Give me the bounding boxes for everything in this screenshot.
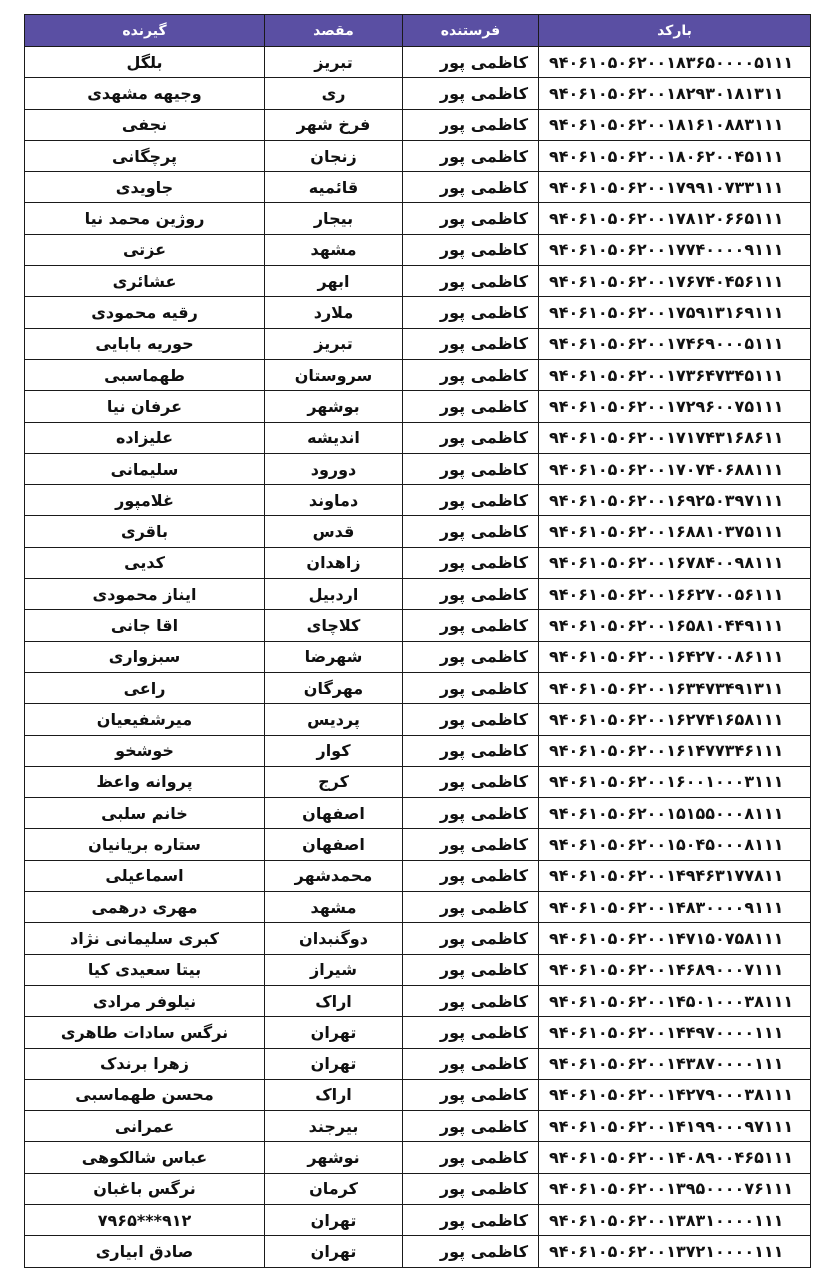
- barcode-cell: ۹۴۰۶۱۰۵۰۶۲۰۰۱۷۸۱۲۰۶۶۵۱۱۱: [539, 203, 811, 234]
- destination-cell: تهران: [265, 1048, 403, 1079]
- recipient-cell: راعی: [25, 672, 265, 703]
- sender-cell: کاظمی پور: [403, 516, 539, 547]
- recipient-cell: کدیی: [25, 547, 265, 578]
- table-row: [25, 829, 811, 860]
- table-row: [25, 1236, 811, 1267]
- barcode-cell: ۹۴۰۶۱۰۵۰۶۲۰۰۱۴۸۳۰۰۰۰۹۱۱۱: [539, 892, 811, 923]
- barcode-cell: ۹۴۰۶۱۰۵۰۶۲۰۰۱۴۹۴۶۳۱۷۷۸۱۱: [539, 860, 811, 891]
- sender-cell: کاظمی پور: [403, 735, 539, 766]
- recipient-cell: بلگل: [25, 47, 265, 78]
- destination-cell: بیجار: [265, 203, 403, 234]
- sender-cell: کاظمی پور: [403, 266, 539, 297]
- destination-cell: اصفهان: [265, 798, 403, 829]
- table-row: [25, 1142, 811, 1173]
- sender-cell: کاظمی پور: [403, 140, 539, 171]
- barcode-cell: ۹۴۰۶۱۰۵۰۶۲۰۰۱۴۲۷۹۰۰۰۳۸۱۱۱: [539, 1079, 811, 1110]
- destination-cell: زنجان: [265, 140, 403, 171]
- table-row: [25, 860, 811, 891]
- recipient-cell: روژین محمد نیا: [25, 203, 265, 234]
- recipient-cell: رقیه محمودی: [25, 297, 265, 328]
- table-row: [25, 453, 811, 484]
- table-row: [25, 1079, 811, 1110]
- recipient-cell: سلیمانی: [25, 453, 265, 484]
- sender-cell: کاظمی پور: [403, 579, 539, 610]
- recipient-cell: محسن طهماسبی: [25, 1079, 265, 1110]
- recipient-cell: غلامپور: [25, 485, 265, 516]
- destination-cell: مهرگان: [265, 672, 403, 703]
- table-row: [25, 923, 811, 954]
- barcode-cell: ۹۴۰۶۱۰۵۰۶۲۰۰۱۷۵۹۱۳۱۶۹۱۱۱: [539, 297, 811, 328]
- barcode-cell: ۹۴۰۶۱۰۵۰۶۲۰۰۱۷۷۴۰۰۰۰۹۱۱۱: [539, 234, 811, 265]
- barcode-cell: ۹۴۰۶۱۰۵۰۶۲۰۰۱۴۵۰۱۰۰۰۳۸۱۱۱: [539, 985, 811, 1016]
- table-row: [25, 954, 811, 985]
- barcode-cell: ۹۴۰۶۱۰۵۰۶۲۰۰۱۴۷۱۵۰۷۵۸۱۱۱: [539, 923, 811, 954]
- destination-cell: اراک: [265, 985, 403, 1016]
- sender-cell: کاظمی پور: [403, 78, 539, 109]
- barcode-cell: ۹۴۰۶۱۰۵۰۶۲۰۰۱۴۱۹۹۰۰۰۹۷۱۱۱: [539, 1111, 811, 1142]
- table-row: [25, 579, 811, 610]
- sender-cell: کاظمی پور: [403, 641, 539, 672]
- barcode-cell: ۹۴۰۶۱۰۵۰۶۲۰۰۱۳۸۳۱۰۰۰۰۱۱۱: [539, 1204, 811, 1235]
- table-row: [25, 109, 811, 140]
- header-row: [25, 15, 811, 47]
- destination-cell: مشهد: [265, 234, 403, 265]
- destination-cell: قدس: [265, 516, 403, 547]
- barcode-cell: ۹۴۰۶۱۰۵۰۶۲۰۰۱۴۰۸۹۰۰۴۶۵۱۱۱: [539, 1142, 811, 1173]
- table-row: [25, 391, 811, 422]
- recipient-cell: پرچگانی: [25, 140, 265, 171]
- barcode-cell: ۹۴۰۶۱۰۵۰۶۲۰۰۱۶۴۲۷۰۰۸۶۱۱۱: [539, 641, 811, 672]
- barcode-cell: ۹۴۰۶۱۰۵۰۶۲۰۰۱۸۰۶۲۰۰۴۵۱۱۱: [539, 140, 811, 171]
- table-row: [25, 485, 811, 516]
- recipient-cell: پروانه واعظ: [25, 766, 265, 797]
- sender-cell: کاظمی پور: [403, 610, 539, 641]
- recipient-cell: ۹۱۲***۷۹۶۵: [25, 1204, 265, 1235]
- sender-cell: کاظمی پور: [403, 985, 539, 1016]
- header-barcode: بارکد: [539, 15, 811, 47]
- sender-cell: کاظمی پور: [403, 829, 539, 860]
- sender-cell: کاظمی پور: [403, 328, 539, 359]
- barcode-cell: ۹۴۰۶۱۰۵۰۶۲۰۰۱۷۰۷۴۰۶۸۸۱۱۱: [539, 453, 811, 484]
- table-row: [25, 78, 811, 109]
- table-row: [25, 1204, 811, 1235]
- destination-cell: بوشهر: [265, 391, 403, 422]
- destination-cell: فرخ شهر: [265, 109, 403, 140]
- barcode-cell: ۹۴۰۶۱۰۵۰۶۲۰۰۱۴۳۸۷۰۰۰۰۱۱۱: [539, 1048, 811, 1079]
- destination-cell: دوگنبدان: [265, 923, 403, 954]
- recipient-cell: نیلوفر مرادی: [25, 985, 265, 1016]
- barcode-cell: ۹۴۰۶۱۰۵۰۶۲۰۰۱۷۴۶۹۰۰۰۵۱۱۱: [539, 328, 811, 359]
- table-row: [25, 735, 811, 766]
- barcode-cell: ۹۴۰۶۱۰۵۰۶۲۰۰۱۶۰۰۱۰۰۰۳۱۱۱: [539, 766, 811, 797]
- destination-cell: اصفهان: [265, 829, 403, 860]
- sender-cell: کاظمی پور: [403, 547, 539, 578]
- table-row: [25, 892, 811, 923]
- recipient-cell: میرشفیعیان: [25, 704, 265, 735]
- sender-cell: کاظمی پور: [403, 954, 539, 985]
- recipient-cell: زهرا برندک: [25, 1048, 265, 1079]
- sender-cell: کاظمی پور: [403, 109, 539, 140]
- table-row: [25, 297, 811, 328]
- barcode-cell: ۹۴۰۶۱۰۵۰۶۲۰۰۱۵۱۵۵۰۰۰۸۱۱۱: [539, 798, 811, 829]
- recipient-cell: حوریه بابایی: [25, 328, 265, 359]
- recipient-cell: صادق ابیاری: [25, 1236, 265, 1267]
- sender-cell: کاظمی پور: [403, 422, 539, 453]
- destination-cell: کوار: [265, 735, 403, 766]
- barcode-cell: ۹۴۰۶۱۰۵۰۶۲۰۰۱۷۱۷۴۳۱۶۸۶۱۱: [539, 422, 811, 453]
- recipient-cell: مهری درهمی: [25, 892, 265, 923]
- recipient-cell: علیزاده: [25, 422, 265, 453]
- table-row: [25, 1173, 811, 1204]
- sender-cell: کاظمی پور: [403, 672, 539, 703]
- destination-cell: پردیس: [265, 704, 403, 735]
- barcode-cell: ۹۴۰۶۱۰۵۰۶۲۰۰۱۶۵۸۱۰۴۴۹۱۱۱: [539, 610, 811, 641]
- recipient-cell: عرفان نیا: [25, 391, 265, 422]
- destination-cell: تهران: [265, 1204, 403, 1235]
- recipient-cell: ایناز محمودی: [25, 579, 265, 610]
- destination-cell: کلاچای: [265, 610, 403, 641]
- barcode-cell: ۹۴۰۶۱۰۵۰۶۲۰۰۱۳۹۵۰۰۰۰۷۶۱۱۱: [539, 1173, 811, 1204]
- table-row: [25, 328, 811, 359]
- destination-cell: اراک: [265, 1079, 403, 1110]
- barcode-cell: ۹۴۰۶۱۰۵۰۶۲۰۰۱۷۹۹۱۰۷۳۳۱۱۱: [539, 172, 811, 203]
- table-row: [25, 422, 811, 453]
- recipient-cell: اسماعیلی: [25, 860, 265, 891]
- recipient-cell: نرگس سادات طاهری: [25, 1017, 265, 1048]
- sender-cell: کاظمی پور: [403, 1048, 539, 1079]
- recipient-cell: وجیهه مشهدی: [25, 78, 265, 109]
- table-row: [25, 704, 811, 735]
- sender-cell: کاظمی پور: [403, 1173, 539, 1204]
- sender-cell: کاظمی پور: [403, 234, 539, 265]
- sender-cell: کاظمی پور: [403, 391, 539, 422]
- destination-cell: زاهدان: [265, 547, 403, 578]
- recipient-cell: خانم سلبی: [25, 798, 265, 829]
- recipient-cell: باقری: [25, 516, 265, 547]
- destination-cell: ری: [265, 78, 403, 109]
- sender-cell: کاظمی پور: [403, 485, 539, 516]
- recipient-cell: بیتا سعیدی کیا: [25, 954, 265, 985]
- table-row: [25, 266, 811, 297]
- recipient-cell: عمرانی: [25, 1111, 265, 1142]
- sender-cell: کاظمی پور: [403, 766, 539, 797]
- sender-cell: کاظمی پور: [403, 923, 539, 954]
- sender-cell: کاظمی پور: [403, 1142, 539, 1173]
- header-destination: مقصد: [265, 15, 403, 47]
- barcode-cell: ۹۴۰۶۱۰۵۰۶۲۰۰۱۸۳۶۵۰۰۰۰۵۱۱۱: [539, 47, 811, 78]
- barcode-cell: ۹۴۰۶۱۰۵۰۶۲۰۰۱۶۳۴۷۳۴۹۱۳۱۱: [539, 672, 811, 703]
- barcode-cell: ۹۴۰۶۱۰۵۰۶۲۰۰۱۶۷۸۴۰۰۹۸۱۱۱: [539, 547, 811, 578]
- destination-cell: محمدشهر: [265, 860, 403, 891]
- barcode-cell: ۹۴۰۶۱۰۵۰۶۲۰۰۱۸۲۹۳۰۱۸۱۳۱۱: [539, 78, 811, 109]
- barcode-cell: ۹۴۰۶۱۰۵۰۶۲۰۰۱۴۴۹۷۰۰۰۰۱۱۱: [539, 1017, 811, 1048]
- sender-cell: کاظمی پور: [403, 172, 539, 203]
- table-row: [25, 1111, 811, 1142]
- recipient-cell: جاویدی: [25, 172, 265, 203]
- destination-cell: کرمان: [265, 1173, 403, 1204]
- table-row: [25, 359, 811, 390]
- barcode-cell: ۹۴۰۶۱۰۵۰۶۲۰۰۱۶۱۴۷۷۳۴۶۱۱۱: [539, 735, 811, 766]
- recipient-cell: عباس شالکوهی: [25, 1142, 265, 1173]
- barcode-cell: ۹۴۰۶۱۰۵۰۶۲۰۰۱۴۶۸۹۰۰۰۷۱۱۱: [539, 954, 811, 985]
- recipient-cell: اقا جانی: [25, 610, 265, 641]
- destination-cell: اردبیل: [265, 579, 403, 610]
- sender-cell: کاظمی پور: [403, 892, 539, 923]
- recipient-cell: نجفی: [25, 109, 265, 140]
- table-row: [25, 610, 811, 641]
- sender-cell: کاظمی پور: [403, 798, 539, 829]
- sender-cell: کاظمی پور: [403, 1079, 539, 1110]
- destination-cell: سروستان: [265, 359, 403, 390]
- destination-cell: دماوند: [265, 485, 403, 516]
- table-row: [25, 234, 811, 265]
- table-row: [25, 641, 811, 672]
- recipient-cell: ستاره بریانیان: [25, 829, 265, 860]
- destination-cell: کرج: [265, 766, 403, 797]
- recipient-cell: عزتی: [25, 234, 265, 265]
- destination-cell: ابهر: [265, 266, 403, 297]
- table-row: [25, 1017, 811, 1048]
- barcode-cell: ۹۴۰۶۱۰۵۰۶۲۰۰۱۶۹۲۵۰۳۹۷۱۱۱: [539, 485, 811, 516]
- table-row: [25, 672, 811, 703]
- sender-cell: کاظمی پور: [403, 47, 539, 78]
- destination-cell: مشهد: [265, 892, 403, 923]
- table-row: [25, 985, 811, 1016]
- header-sender: فرستنده: [403, 15, 539, 47]
- barcode-cell: ۹۴۰۶۱۰۵۰۶۲۰۰۱۳۷۲۱۰۰۰۰۱۱۱: [539, 1236, 811, 1267]
- sender-cell: کاظمی پور: [403, 297, 539, 328]
- table-row: [25, 140, 811, 171]
- destination-cell: اندیشه: [265, 422, 403, 453]
- barcode-cell: ۹۴۰۶۱۰۵۰۶۲۰۰۱۶۲۷۴۱۶۵۸۱۱۱: [539, 704, 811, 735]
- recipient-cell: سبزواری: [25, 641, 265, 672]
- table-row: [25, 172, 811, 203]
- destination-cell: تبریز: [265, 47, 403, 78]
- table-row: [25, 47, 811, 78]
- destination-cell: شهرضا: [265, 641, 403, 672]
- destination-cell: قائمیه: [265, 172, 403, 203]
- sender-cell: کاظمی پور: [403, 453, 539, 484]
- recipient-cell: نرگس باغبان: [25, 1173, 265, 1204]
- sender-cell: کاظمی پور: [403, 359, 539, 390]
- barcode-cell: ۹۴۰۶۱۰۵۰۶۲۰۰۱۷۳۶۴۷۳۴۵۱۱۱: [539, 359, 811, 390]
- recipient-cell: عشائری: [25, 266, 265, 297]
- table-row: [25, 203, 811, 234]
- sender-cell: کاظمی پور: [403, 704, 539, 735]
- sender-cell: کاظمی پور: [403, 1111, 539, 1142]
- shipment-table: [24, 14, 811, 1268]
- table-row: [25, 516, 811, 547]
- destination-cell: بیرجند: [265, 1111, 403, 1142]
- header-recipient: گیرنده: [25, 15, 265, 47]
- table-row: [25, 798, 811, 829]
- barcode-cell: ۹۴۰۶۱۰۵۰۶۲۰۰۱۷۶۷۴۰۴۵۶۱۱۱: [539, 266, 811, 297]
- sender-cell: کاظمی پور: [403, 1204, 539, 1235]
- recipient-cell: کبری سلیمانی نژاد: [25, 923, 265, 954]
- sender-cell: کاظمی پور: [403, 203, 539, 234]
- barcode-cell: ۹۴۰۶۱۰۵۰۶۲۰۰۱۶۶۲۷۰۰۵۶۱۱۱: [539, 579, 811, 610]
- destination-cell: شیراز: [265, 954, 403, 985]
- barcode-cell: ۹۴۰۶۱۰۵۰۶۲۰۰۱۵۰۴۵۰۰۰۸۱۱۱: [539, 829, 811, 860]
- sender-cell: کاظمی پور: [403, 860, 539, 891]
- table-row: [25, 547, 811, 578]
- sender-cell: کاظمی پور: [403, 1236, 539, 1267]
- destination-cell: دورود: [265, 453, 403, 484]
- destination-cell: تهران: [265, 1017, 403, 1048]
- recipient-cell: طهماسبی: [25, 359, 265, 390]
- barcode-cell: ۹۴۰۶۱۰۵۰۶۲۰۰۱۷۲۹۶۰۰۷۵۱۱۱: [539, 391, 811, 422]
- barcode-cell: ۹۴۰۶۱۰۵۰۶۲۰۰۱۶۸۸۱۰۳۷۵۱۱۱: [539, 516, 811, 547]
- recipient-cell: خوشخو: [25, 735, 265, 766]
- barcode-cell: ۹۴۰۶۱۰۵۰۶۲۰۰۱۸۱۶۱۰۸۸۳۱۱۱: [539, 109, 811, 140]
- table-row: [25, 1048, 811, 1079]
- destination-cell: تهران: [265, 1236, 403, 1267]
- destination-cell: تبریز: [265, 328, 403, 359]
- sender-cell: کاظمی پور: [403, 1017, 539, 1048]
- table-row: [25, 766, 811, 797]
- destination-cell: نوشهر: [265, 1142, 403, 1173]
- destination-cell: ملارد: [265, 297, 403, 328]
